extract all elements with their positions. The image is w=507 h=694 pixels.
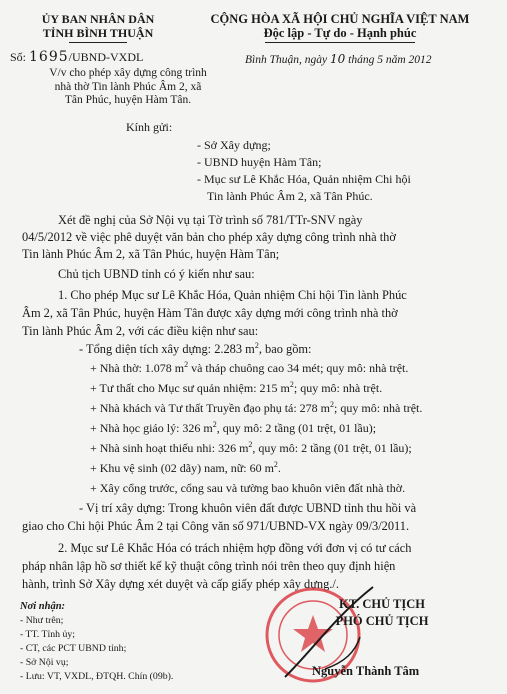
building-text: + Nhà thờ: 1.078 m <box>90 361 185 375</box>
building-item <box>90 421 376 436</box>
building-suffix: , quy mô: 2 tầng (01 trệt, 01 lầu); <box>252 441 412 455</box>
building-suffix: ; quy mô: nhà trệt. <box>334 401 423 415</box>
item-1-line-1: 1. Cho phép Mục sư Lê Khắc Hóa, Quản nhiệm Chi hội Tin lành Phúc <box>58 288 407 302</box>
recipients-label: Kính gửi: <box>126 120 173 134</box>
sup-2: 2 <box>212 420 217 429</box>
authority-underline <box>69 42 127 43</box>
recipient-1: - Sở Xây dựng; <box>197 138 271 152</box>
building-item <box>90 361 408 376</box>
distribution-item: - Như trên; <box>20 615 64 626</box>
distribution-item: - Lưu: VT, VXDL, ĐTQH. Chín (09b). <box>20 671 174 682</box>
subject-block <box>18 67 238 108</box>
item-2-line-3: hành, trình Sở Xây dựng xét duyệt và cấp giấy phép xây dựng./. <box>22 577 339 591</box>
subject-line-1: V/v cho phép xây dựng công trình <box>49 67 207 79</box>
sup-2: 2 <box>254 340 259 350</box>
sup-2: 2 <box>184 360 189 369</box>
location-line-2: giao cho Chi hội Phúc Âm 2 tại Công văn số 971/UBND-VX ngày 09/3/2011. <box>22 519 410 533</box>
date-place: Bình Thuận, ngày <box>245 54 328 66</box>
issue-date <box>245 52 432 66</box>
building-suffix: ; quy mô: nhà trệt. <box>293 381 383 395</box>
building-text: + Nhà sinh hoạt thiếu nhi: 326 m <box>90 441 249 455</box>
total-area-suffix: , bao gồm: <box>258 342 312 356</box>
sup-2: 2 <box>248 440 253 449</box>
building-item <box>90 401 422 416</box>
signature-authority: KT. CHỦ TỊCH <box>338 597 425 611</box>
subject-line-3: Tân Phúc, huyện Hàm Tân. <box>64 94 192 106</box>
recipient-3b: Tin lành Phúc Âm 2, xã Tân Phúc. <box>207 189 373 203</box>
recipient-2: - UBND huyện Hàm Tân; <box>197 155 322 169</box>
sup-2: 2 <box>289 380 294 389</box>
building-text: + Nhà khách và Tư thất Truyền đạo phụ tá: 278 m <box>90 401 331 415</box>
building-text: + Nhà học giáo lý: 326 m <box>90 421 213 435</box>
building-suffix: và tháp chuông cao 34 mét; quy mô: nhà trệt. <box>188 361 409 375</box>
nation-motto: Độc lập - Tự do - Hạnh phúc <box>263 26 417 40</box>
distribution-item: - Sở Nội vụ; <box>20 657 69 668</box>
distribution-title: Nơi nhận: <box>20 601 66 612</box>
doc-number-suffix: /UBND-VXDL <box>68 50 144 64</box>
sup-2: 2 <box>330 400 335 409</box>
sup-2: 2 <box>273 460 278 469</box>
total-area-text: - Tổng diện tích xây dựng: 2.283 m <box>79 342 255 356</box>
item-2-line-1: 2. Mục sư Lê Khắc Hóa có trách nhiệm hợp đồng với đơn vị có tư cách <box>58 541 412 555</box>
building-item <box>90 461 281 476</box>
building-text: + Khu vệ sinh (02 dãy) nam, nữ: 60 m <box>90 461 274 475</box>
distribution-item: - CT, các PCT UBND tỉnh; <box>20 643 127 654</box>
authority-line-2: TỈNH BÌNH THUẬN <box>42 26 154 40</box>
total-area <box>79 342 311 357</box>
item-1-line-2: Âm 2, xã Tân Phúc, huyện Hàm Tân được xây dựng mới công trình nhà thờ <box>22 306 398 320</box>
nation-title: CỘNG HÒA XÃ HỘI CHỦ NGHĨA VIỆT NAM <box>210 12 470 26</box>
motto-underline <box>265 42 415 43</box>
building-suffix: . <box>277 461 281 475</box>
authority-line-1: ỦY BAN NHÂN DÂN <box>41 12 155 26</box>
intro-line-1: Xét đề nghị của Sở Nội vụ tại Tờ trình số 781/TTr-SNV ngày <box>58 213 363 227</box>
document-number <box>10 50 143 64</box>
subject-line-2: nhà thờ Tin lành Phúc Âm 2, xã <box>54 80 202 93</box>
distribution-item: - TT. Tỉnh ủy; <box>20 629 75 640</box>
doc-number-handwritten: 1695 <box>29 49 69 65</box>
intro-line-3: Tin lành Phúc Âm 2, xã Tân Phúc, huyện Hàm Tân; <box>22 247 280 261</box>
national-header <box>190 12 490 43</box>
date-day-handwritten: 10 <box>329 52 346 66</box>
recipient-3a: - Mục sư Lê Khắc Hóa, Quản nhiệm Chi hội <box>197 172 411 186</box>
item-1-line-3: Tin lành Phúc Âm 2, với các điều kiện như sau: <box>22 324 259 338</box>
intro-line-2: 04/5/2012 về việc phê duyệt văn bản cho phép xây dựng công trình nhà thờ <box>22 230 396 244</box>
building-suffix: , quy mô: 2 tầng (01 trệt, 01 lầu); <box>216 421 377 435</box>
building-text: + Tư thất cho Mục sư quản nhiệm: 215 m <box>90 381 290 395</box>
chair-opinion: Chủ tịch UBND tỉnh có ý kiến như sau: <box>58 267 255 281</box>
doc-number-prefix: Số: <box>10 50 27 64</box>
item-2-line-2: pháp nhân lập hồ sơ thiết kế kỹ thuật công trình nói trên theo quy định hiện <box>22 559 396 573</box>
signer-name: Nguyễn Thành Tâm <box>312 664 420 678</box>
signature-title: PHÓ CHỦ TỊCH <box>335 614 429 628</box>
distribution-list <box>20 600 173 684</box>
issuing-authority <box>18 12 178 43</box>
location-line-1: - Vị trí xây dựng: Trong khuôn viên đất được UBND tỉnh thu hồi và <box>79 501 417 515</box>
date-month-year: tháng 5 năm 2012 <box>348 54 432 66</box>
building-item <box>90 381 382 396</box>
building-item <box>90 441 412 456</box>
building-item: + Xây cổng trước, cổng sau và tường bao khuôn viên đất nhà thờ. <box>90 481 406 495</box>
